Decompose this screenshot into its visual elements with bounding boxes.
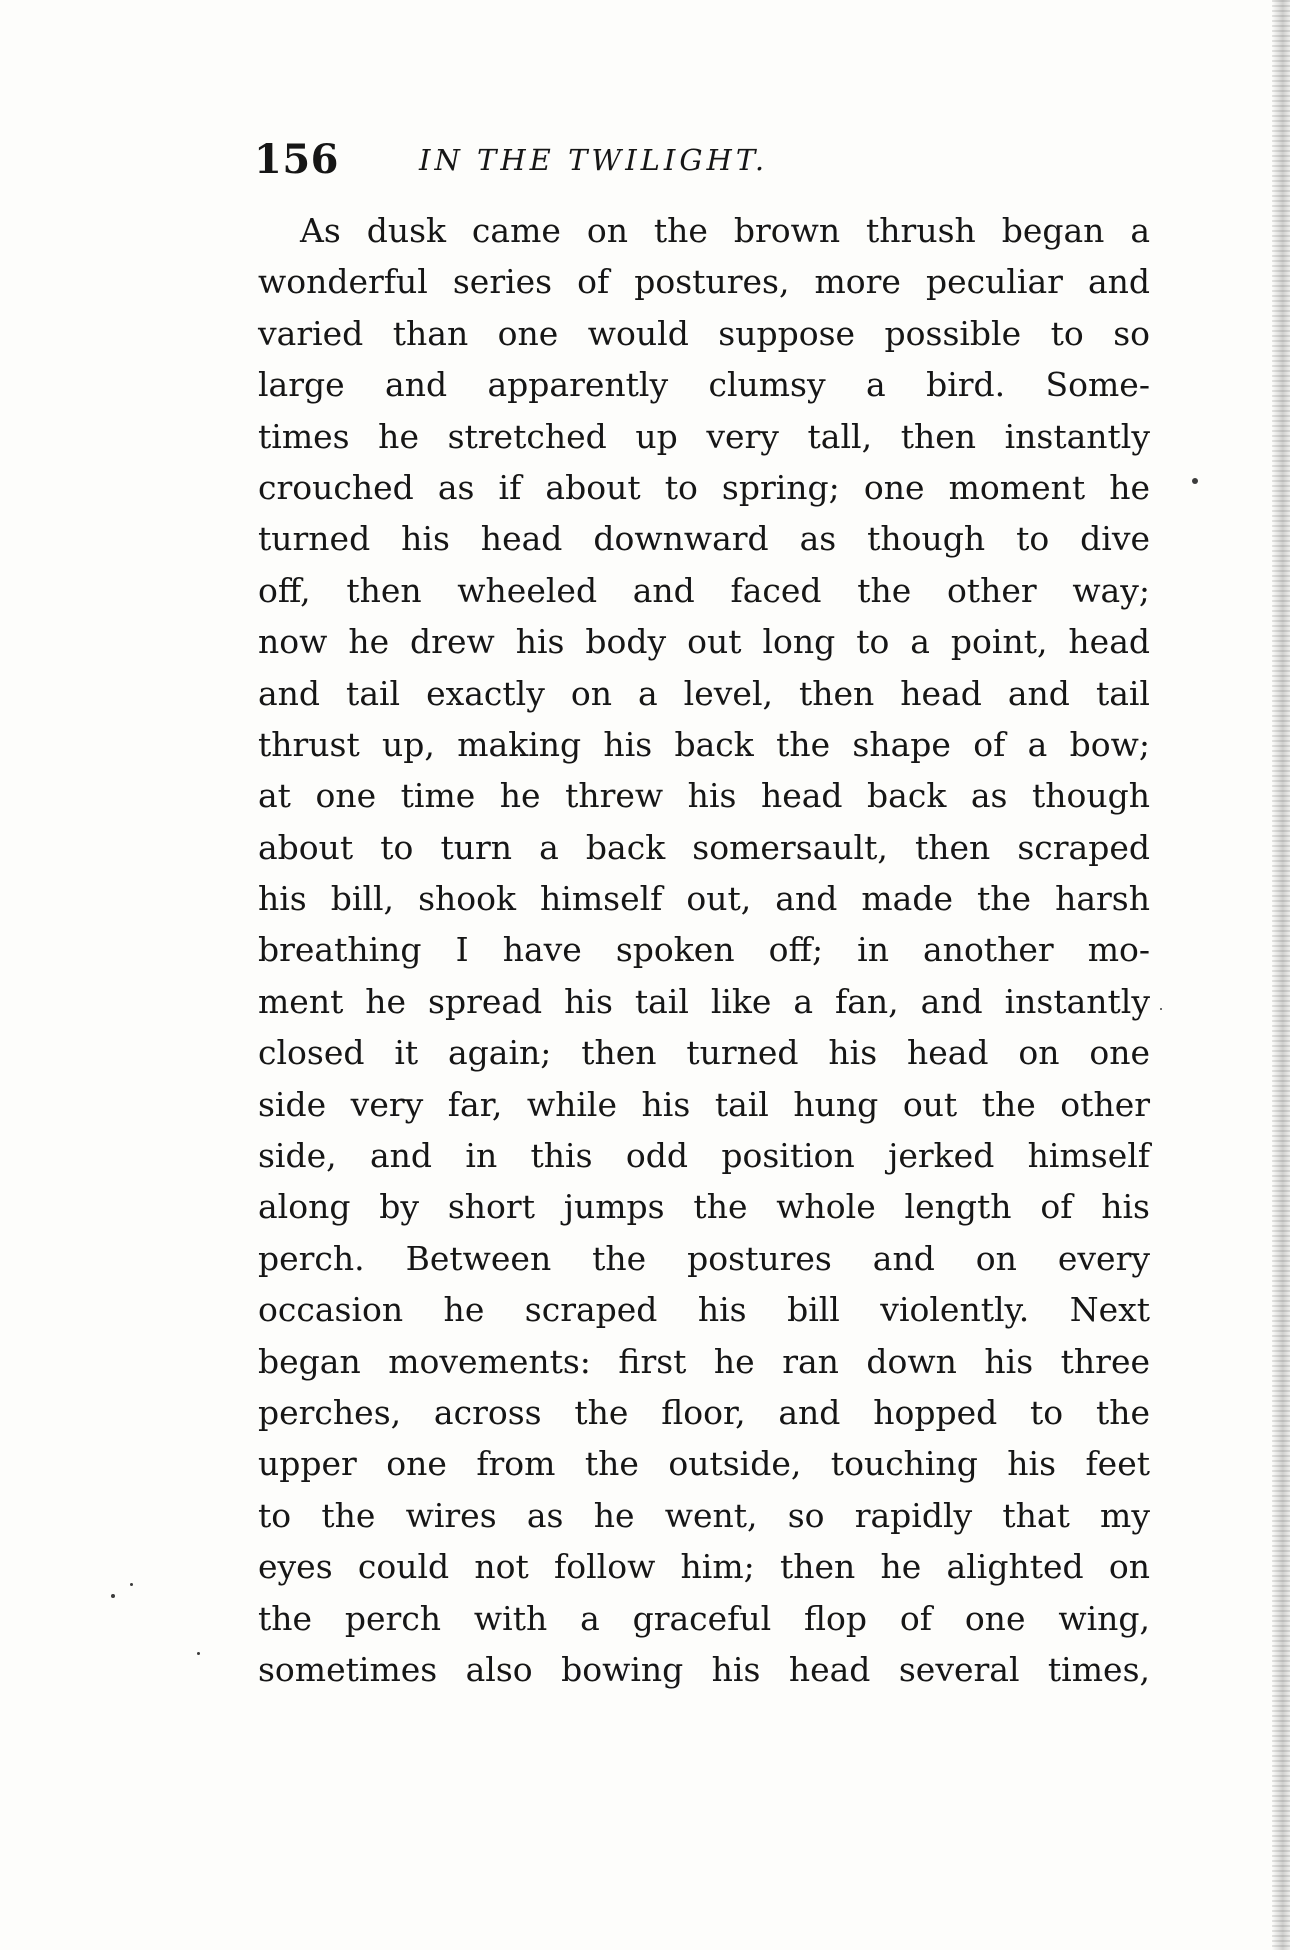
text-line: varied than one would suppose possible to so (258, 313, 1150, 353)
text-line: side, and in this odd position jerked himself (258, 1136, 1150, 1176)
text-line: off, then wheeled and faced the other way; (258, 570, 1150, 610)
text-line: occasion he scraped his bill violently. Next (258, 1290, 1150, 1330)
text-line: along by short jumps the whole length of his (258, 1187, 1150, 1227)
running-head: IN THE TWILIGHT. (419, 143, 769, 177)
text-line: crouched as if about to spring; one moment he (258, 467, 1150, 507)
ink-speck (197, 1652, 200, 1655)
ink-speck (111, 1594, 115, 1598)
text-line: the perch with a graceful flop of one wing, (258, 1598, 1150, 1638)
text-line: times he stretched up very tall, then instantly (258, 416, 1150, 456)
body-text (258, 205, 1150, 1695)
text-line: wonderful series of postures, more peculiar and (258, 262, 1150, 302)
text-line: eyes could not follow him; then he alighted on (258, 1547, 1150, 1587)
text-line: upper one from the outside, touching his feet (258, 1444, 1150, 1484)
text-line: breathing I have spoken off; in another mo- (258, 930, 1150, 970)
text-line: his bill, shook himself out, and made the harsh (258, 879, 1150, 919)
text-line: turned his head downward as though to dive (258, 519, 1150, 559)
text-line: to the wires as he went, so rapidly that my (258, 1495, 1150, 1535)
text-line: large and apparently clumsy a bird. Some- (258, 365, 1150, 405)
text-line: As dusk came on the brown thrush began a (300, 211, 1150, 250)
text-line: closed it again; then turned his head on one (258, 1033, 1150, 1073)
text-line: about to turn a back somersault, then scraped (258, 827, 1150, 867)
text-line: now he drew his body out long to a point, head (258, 622, 1150, 662)
ink-speck (130, 1583, 133, 1586)
ink-speck (1160, 1008, 1162, 1010)
text-line: sometimes also bowing his head several times, (258, 1649, 1150, 1689)
page-header (254, 132, 874, 188)
text-line: perches, across the floor, and hopped to the (258, 1392, 1150, 1432)
text-line: thrust up, making his back the shape of a bow; (258, 724, 1150, 764)
text-line: and tail exactly on a level, then head and tail (258, 673, 1150, 713)
text-line: side very far, while his tail hung out the other (258, 1084, 1150, 1124)
ink-speck (1192, 478, 1198, 484)
text-line: began movements: first he ran down his three (258, 1341, 1150, 1381)
text-line: perch. Between the postures and on every (258, 1238, 1150, 1278)
text-line: at one time he threw his head back as though (258, 776, 1150, 816)
page-edge (1272, 0, 1290, 1950)
text-line: ment he spread his tail like a fan, and instantly (258, 981, 1150, 1021)
page-number: 156 (254, 136, 339, 183)
